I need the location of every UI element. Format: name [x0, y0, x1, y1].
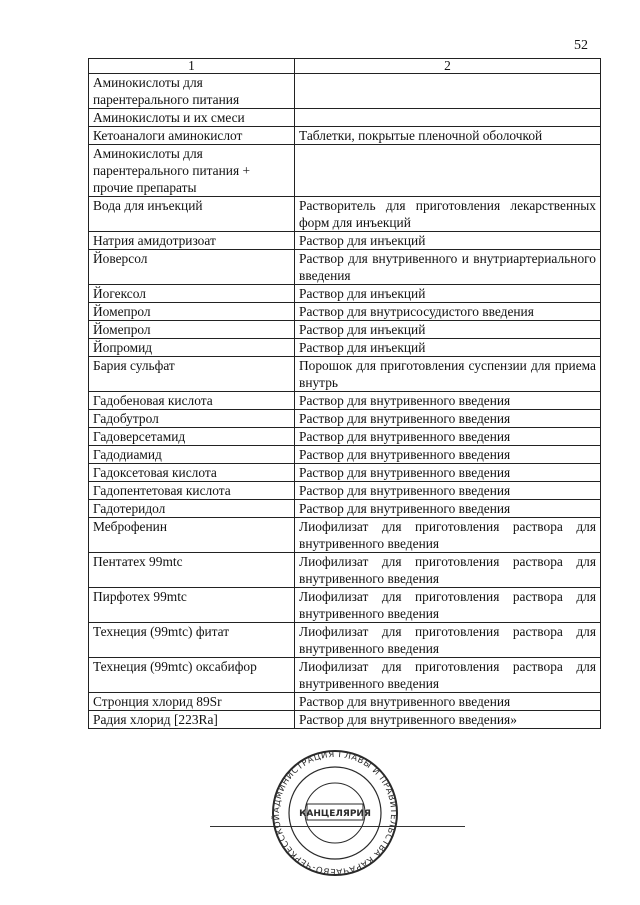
drug-name-cell: Аминокислоты для парентерального питания [89, 74, 295, 109]
drug-name-cell: Гадоверсетамид [89, 428, 295, 446]
table-row [89, 197, 601, 232]
dosage-form-cell [295, 145, 601, 197]
dosage-form-cell: Лиофилизат для приготовления раствора для внутривенного введения [295, 518, 601, 553]
drug-name-cell: Технеция (99mtc) фитат [89, 623, 295, 658]
table-row [89, 109, 601, 127]
dosage-form-cell: Раствор для внутривенного введения [295, 464, 601, 482]
dosage-form-cell: Раствор для внутрисосудистого введения [295, 303, 601, 321]
drug-name-cell: Пентатех 99mtc [89, 553, 295, 588]
dosage-form-cell: Лиофилизат для приготовления раствора для внутривенного введения [295, 658, 601, 693]
table-row [89, 250, 601, 285]
dosage-form-cell [295, 109, 601, 127]
seal-center-text: КАНЦЕЛЯРИЯ [299, 809, 371, 819]
column-header-1: 1 [89, 59, 295, 74]
drug-forms-table [88, 58, 601, 729]
dosage-form-cell: Раствор для внутривенного введения [295, 446, 601, 464]
table-row [89, 623, 601, 658]
drug-name-cell: Технеция (99mtc) оксабифор [89, 658, 295, 693]
table-row [89, 145, 601, 197]
drug-name-cell: Стронция хлорид 89Sr [89, 693, 295, 711]
drug-name-cell: Йоверсол [89, 250, 295, 285]
drug-name-cell: Радия хлорид [223Ra] [89, 711, 295, 729]
dosage-form-cell: Порошок для приготовления суспензии для приема внутрь [295, 357, 601, 392]
drug-name-cell: Гадотеридол [89, 500, 295, 518]
drug-name-cell: Гадодиамид [89, 446, 295, 464]
drug-name-cell: Гадопентетовая кислота [89, 482, 295, 500]
table-row [89, 446, 601, 464]
dosage-form-cell: Раствор для инъекций [295, 339, 601, 357]
table-header-row [89, 59, 601, 74]
dosage-form-cell: Лиофилизат для приготовления раствора для внутривенного введения [295, 623, 601, 658]
drug-name-cell: Гадобутрол [89, 410, 295, 428]
drug-name-cell: Кетоаналоги аминокислот [89, 127, 295, 145]
dosage-form-cell: Таблетки, покрытые пленочной оболочкой [295, 127, 601, 145]
table-row [89, 74, 601, 109]
dosage-form-cell: Раствор для инъекций [295, 285, 601, 303]
seal-outer-text: АДМИНИСТРАЦИЯ ГЛАВЫ И ПРАВИТЕЛЬСТВА КАРАЧАЕВО-ЧЕРКЕССКОЙ [271, 749, 399, 877]
table-row [89, 518, 601, 553]
drug-name-cell: Вода для инъекций [89, 197, 295, 232]
drug-name-cell: Йогексол [89, 285, 295, 303]
drug-name-cell: Гадобеновая кислота [89, 392, 295, 410]
dosage-form-cell: Растворитель для приготовления лекарственных форм для инъекций [295, 197, 601, 232]
drug-name-cell: Йомепрол [89, 321, 295, 339]
drug-name-cell: Йомепрол [89, 303, 295, 321]
dosage-form-cell: Раствор для инъекций [295, 321, 601, 339]
column-header-2: 2 [295, 59, 601, 74]
table-row [89, 357, 601, 392]
table-row [89, 693, 601, 711]
dosage-form-cell: Раствор для внутривенного введения [295, 428, 601, 446]
table-row [89, 127, 601, 145]
drug-name-cell: Пирфотех 99mtc [89, 588, 295, 623]
table-row [89, 464, 601, 482]
table-row [89, 339, 601, 357]
table-row [89, 321, 601, 339]
drug-name-cell: Бария сульфат [89, 357, 295, 392]
table-row [89, 303, 601, 321]
dosage-form-cell: Раствор для внутривенного введения [295, 410, 601, 428]
dosage-form-cell: Раствор для внутривенного введения [295, 482, 601, 500]
dosage-form-cell: Раствор для внутривенного введения» [295, 711, 601, 729]
official-seal-stamp [200, 748, 470, 878]
table-row [89, 232, 601, 250]
drug-name-cell: Натрия амидотризоат [89, 232, 295, 250]
table-row [89, 482, 601, 500]
drug-name-cell: Гадоксетовая кислота [89, 464, 295, 482]
drug-name-cell: Меброфенин [89, 518, 295, 553]
table-row [89, 500, 601, 518]
dosage-form-cell: Лиофилизат для приготовления раствора для внутривенного введения [295, 588, 601, 623]
drug-name-cell: Йопромид [89, 339, 295, 357]
seal-area [200, 748, 470, 878]
dosage-form-cell: Лиофилизат для приготовления раствора для внутривенного введения [295, 553, 601, 588]
table-row [89, 658, 601, 693]
dosage-form-cell: Раствор для внутривенного введения [295, 392, 601, 410]
dosage-form-cell: Раствор для инъекций [295, 232, 601, 250]
table-row [89, 428, 601, 446]
drug-name-cell: Аминокислоты и их смеси [89, 109, 295, 127]
dosage-form-cell: Раствор для внутривенного и внутриартериального введения [295, 250, 601, 285]
table-row [89, 392, 601, 410]
table-row [89, 285, 601, 303]
dosage-form-cell: Раствор для внутривенного введения [295, 693, 601, 711]
dosage-form-cell: Раствор для внутривенного введения [295, 500, 601, 518]
page-number: 52 [574, 38, 588, 53]
table-row [89, 410, 601, 428]
table-row [89, 711, 601, 729]
table-row [89, 553, 601, 588]
table-body [89, 74, 601, 729]
dosage-form-cell [295, 74, 601, 109]
table-row [89, 588, 601, 623]
drug-name-cell: Аминокислоты для парентерального питания + прочие препараты [89, 145, 295, 197]
